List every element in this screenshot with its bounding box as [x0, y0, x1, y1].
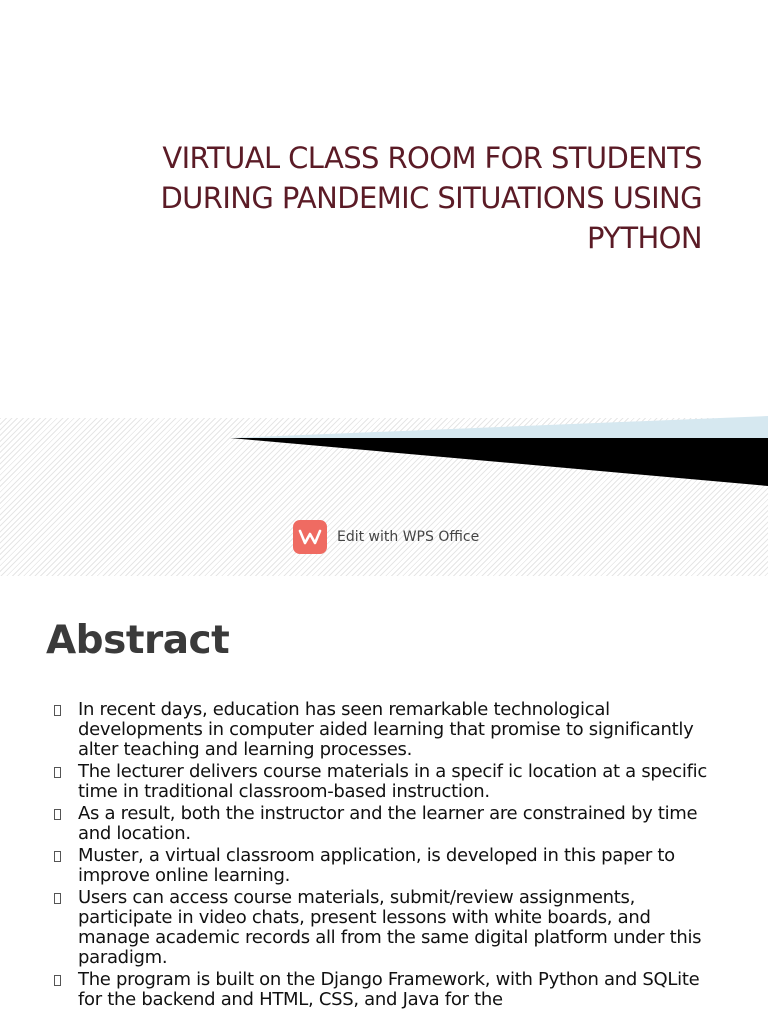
abstract-slide	[0, 576, 768, 1024]
black-band	[230, 438, 768, 486]
abstract-heading: Abstract	[46, 618, 230, 663]
bullet-text: Muster, a virtual classroom application, is developed in this paper to improve online learning.	[78, 845, 675, 886]
bullet-icon	[54, 893, 61, 904]
bullet-icon	[54, 767, 61, 778]
bullet-text: Users can access course materials, submit/review assignments, participate in video chats, present lessons with white boards, and manage academic records all from the same digital platform under this paradigm.	[78, 887, 702, 968]
wps-logo-icon	[293, 520, 327, 554]
title-line: DURING PANDEMIC SITUATIONS USING	[160, 181, 702, 215]
list-item	[52, 700, 722, 760]
title-line: VIRTUAL CLASS ROOM FOR STUDENTS	[162, 141, 702, 175]
bullet-list	[52, 700, 722, 1012]
list-item	[52, 970, 722, 1010]
bullet-icon	[54, 851, 61, 862]
list-item	[52, 846, 722, 886]
bullet-icon	[54, 705, 61, 716]
bullet-text: As a result, both the instructor and the learner are constrained by time and location.	[78, 803, 698, 844]
title-line: PYTHON	[586, 221, 702, 255]
list-item	[52, 804, 722, 844]
wps-label: Edit with WPS Office	[337, 529, 480, 545]
decorative-band	[0, 410, 768, 500]
slide-title	[42, 138, 702, 258]
light-blue-band	[230, 416, 768, 438]
bullet-icon	[54, 809, 61, 820]
list-item	[52, 888, 722, 968]
bullet-text: In recent days, education has seen remarkable technological developments in computer aided learning that promise to significantly alter teaching and learning processes.	[78, 699, 694, 760]
list-item	[52, 762, 722, 802]
bullet-text: The program is built on the Django Framework, with Python and SQLite for the backend and HTML, CSS, and Java for the	[78, 969, 700, 1010]
wps-watermark[interactable]	[293, 520, 479, 554]
bullet-text: The lecturer delivers course materials in a specif ic location at a specific time in traditional classroom-based instruction.	[78, 761, 707, 802]
bullet-icon	[54, 975, 61, 986]
